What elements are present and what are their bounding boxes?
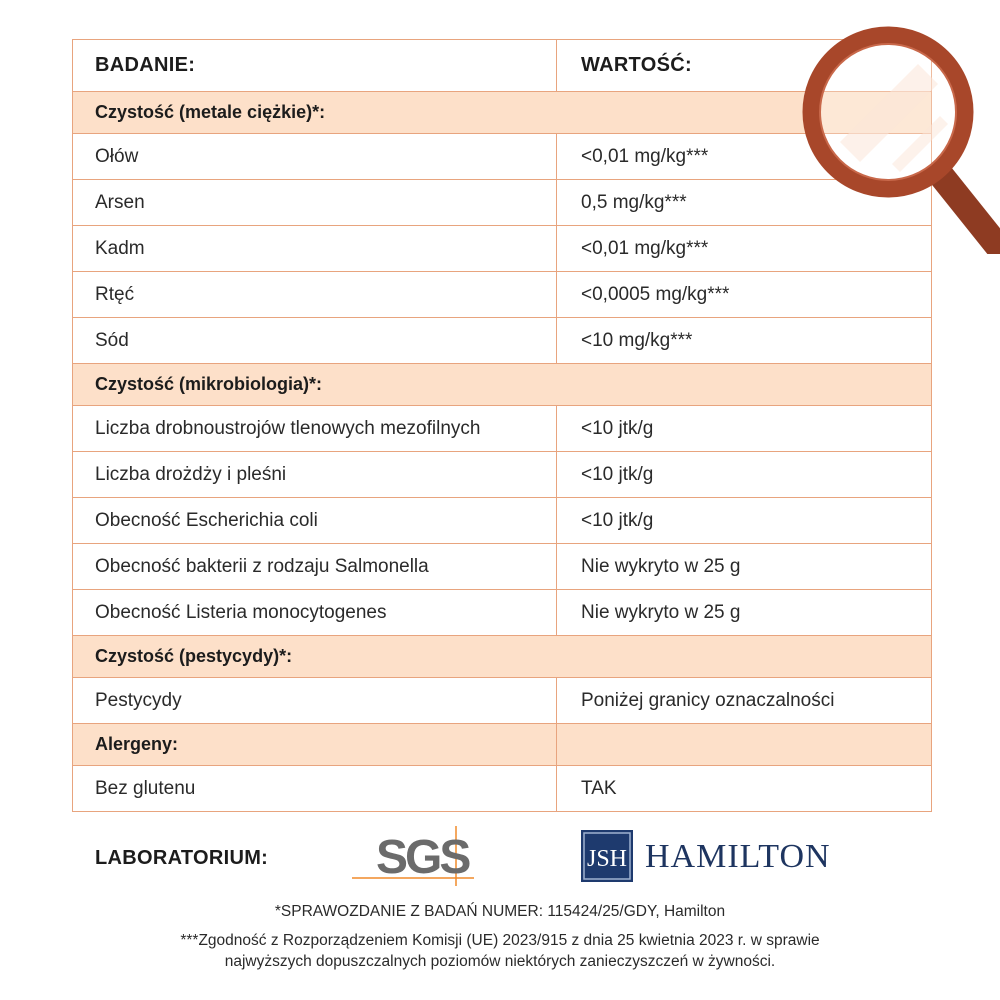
row-value: <10 jtk/g — [581, 509, 654, 531]
section-title: Alergeny: — [73, 724, 557, 765]
table-row — [73, 765, 931, 811]
row-value: <10 jtk/g — [581, 463, 654, 485]
row-name: Pestycydy — [73, 678, 557, 723]
sgs-logo-text: SGS — [376, 831, 469, 884]
row-value: <0,01 mg/kg*** — [581, 237, 709, 259]
table-row — [73, 451, 931, 497]
row-name: Obecność Escherichia coli — [73, 498, 557, 543]
row-value: Nie wykryto w 25 g — [581, 601, 741, 623]
section-header-allergens — [73, 723, 931, 765]
table-row — [73, 497, 931, 543]
header-badanie: BADANIE: — [73, 40, 557, 91]
section-title: Czystość (metale ciężkie)*: — [95, 102, 326, 122]
footnote-report: *SPRAWOZDANIE Z BADAŃ NUMER: 115424/25/GDY, Hamilton — [274, 903, 726, 920]
row-name: Rtęć — [73, 272, 557, 317]
header-wartosc: WARTOŚĆ: — [581, 54, 692, 76]
footnote-regulation-line1: ***Zgodność z Rozporządzeniem Komisji (UE) 2023/915 z dnia 25 kwietnia 2023 r. w sprawie — [180, 932, 820, 949]
table-row — [73, 589, 931, 635]
row-name: Sód — [73, 318, 557, 363]
footnote-regulation-line2: najwyższych dopuszczalnych poziomów niektórych zanieczyszczeń w żywności. — [224, 953, 776, 970]
row-value: <10 jtk/g — [581, 417, 654, 439]
row-name: Kadm — [73, 226, 557, 271]
section-header — [73, 635, 931, 677]
row-value: TAK — [581, 777, 617, 799]
section-title: Czystość (mikrobiologia)*: — [95, 374, 323, 394]
row-name: Obecność Listeria monocytogenes — [73, 590, 557, 635]
laboratory-label: LABORATORIUM: — [95, 847, 269, 869]
section-header — [73, 363, 931, 405]
table-row — [73, 677, 931, 723]
section-title: Czystość (pestycydy)*: — [95, 646, 293, 666]
row-value: <0,0005 mg/kg*** — [581, 283, 730, 305]
footnote-regulation — [0, 930, 1000, 972]
row-value: Poniżej granicy oznaczalności — [581, 689, 835, 711]
magnifier-icon — [800, 24, 1000, 254]
row-value: Nie wykryto w 25 g — [581, 555, 741, 577]
row-value: 0,5 mg/kg*** — [581, 191, 687, 213]
hamilton-logo-mark — [581, 830, 633, 882]
table-row — [73, 543, 931, 589]
row-name: Liczba drobnoustrojów tlenowych mezofilnych — [73, 406, 557, 451]
row-name: Ołów — [73, 134, 557, 179]
table-row — [73, 317, 931, 363]
row-name: Arsen — [73, 180, 557, 225]
row-name: Liczba drożdży i pleśni — [73, 452, 557, 497]
hamilton-logo-mark-text: JSH — [586, 846, 628, 872]
table-row — [73, 405, 931, 451]
row-value: <0,01 mg/kg*** — [581, 145, 709, 167]
hamilton-logo-text: HAMILTON — [645, 838, 831, 875]
table-row — [73, 271, 931, 317]
row-name: Bez glutenu — [73, 766, 557, 811]
row-value: <10 mg/kg*** — [581, 329, 693, 351]
row-name: Obecność bakterii z rodzaju Salmonella — [73, 544, 557, 589]
